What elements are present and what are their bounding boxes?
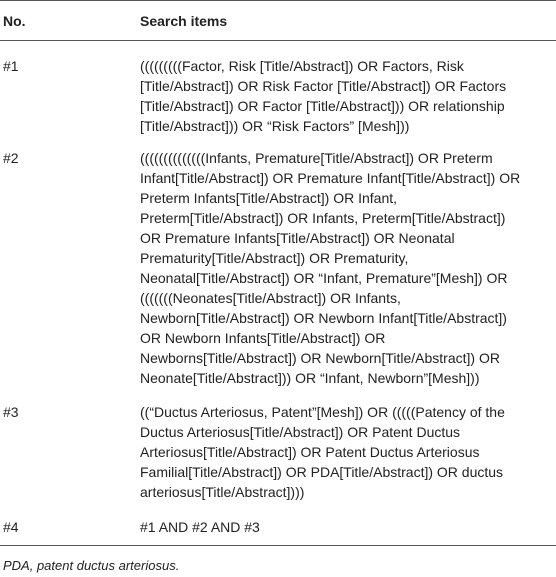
row-1-line: [Title/Abstract]) OR Risk Factor [Title/Abstract]) OR Factors [140,78,507,94]
row-3-line: ((“Ductus Arteriosus, Patent”[Mesh]) OR (((((Patency of the [140,404,505,420]
column-header-no: No. [3,13,26,29]
row-2-line: Preterm Infants[Title/Abstract]) OR Infant, [140,190,398,206]
row-3-line: Arteriosus[Title/Abstract]) OR Patent Ductus Arteriosus [140,444,480,460]
row-2-search-items [140,148,550,388]
row-3-line: arteriosus[Title/Abstract]))) [140,484,305,500]
row-4-no: #4 [3,519,19,535]
row-1-line: [Title/Abstract])) OR “Risk Factors” [Mesh])) [140,118,410,134]
row-2-line: Neonate[Title/Abstract])) OR “Infant, Newborn”[Mesh])) [140,370,480,386]
table-bottom-rule [0,545,556,546]
row-2-line: Neonatal[Title/Abstract]) OR “Infant, Premature”[Mesh]) OR [140,270,508,286]
table-top-rule [0,0,556,1]
row-4-line: #1 AND #2 AND #3 [140,519,260,535]
row-2-line: Preterm[Title/Abstract]) OR Infants, Preterm[Title/Abstract]) [140,210,506,226]
row-2-line: (((((((Neonates[Title/Abstract]) OR Infants, [140,290,401,306]
row-3-no: #3 [3,404,19,420]
row-1-line: (((((((((Factor, Risk [Title/Abstract]) OR Factors, Risk [140,58,464,74]
row-2-line: OR Premature Infants[Title/Abstract]) OR Neonatal [140,230,455,246]
row-2-line: Infant[Title/Abstract]) OR Premature Infant[Title/Abstract]) OR [140,170,521,186]
row-1-search-items [140,56,550,136]
table-footnote: PDA, patent ductus arteriosus. [3,558,180,573]
row-3-line: Familial[Title/Abstract]) OR PDA[Title/Abstract]) OR ductus [140,464,504,480]
row-2-line: OR Newborn Infants[Title/Abstract]) OR [140,330,386,346]
row-2-line: Newborn[Title/Abstract]) OR Newborn Infant[Title/Abstract]) [140,310,507,326]
row-3-line: Ductus Arteriosus[Title/Abstract]) OR Patent Ductus [140,424,461,440]
row-1-line: [Title/Abstract]) OR Factor [Title/Abstract])) OR relationship [140,98,505,114]
row-2-line: ((((((((((((((Infants, Premature[Title/Abstract]) OR Preterm [140,150,493,166]
row-2-no: #2 [3,150,19,166]
column-header-search-items: Search items [140,13,228,29]
row-4-search-items [140,517,550,537]
table-header-rule [0,40,556,41]
row-2-line: Prematurity[Title/Abstract]) OR Prematurity, [140,250,409,266]
row-1-no: #1 [3,58,19,74]
row-3-search-items [140,402,550,502]
row-2-line: Newborns[Title/Abstract]) OR Newborn[Title/Abstract]) OR [140,350,500,366]
